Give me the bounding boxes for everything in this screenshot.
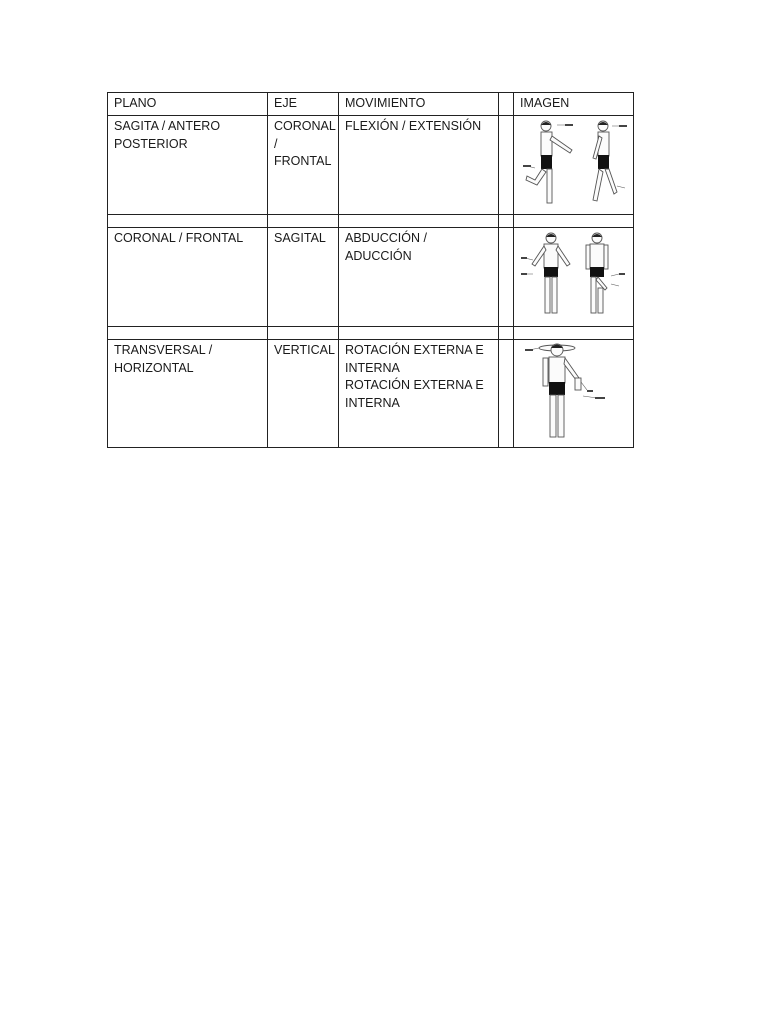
spacer-row <box>108 215 634 228</box>
table-row <box>108 116 634 215</box>
spacer-cell <box>499 327 514 340</box>
spacer-cell <box>268 215 339 228</box>
cell-movimiento: ABDUCCIÓN / ADUCCIÓN <box>339 228 499 327</box>
cell-imagen <box>514 340 634 448</box>
spacer-cell <box>499 340 514 448</box>
header-eje: EJE <box>268 93 339 116</box>
spacer-cell <box>268 327 339 340</box>
cell-eje: CORONAL / FRONTAL <box>268 116 339 215</box>
table-row <box>108 340 634 448</box>
spacer-row <box>108 327 634 340</box>
planes-of-motion-table <box>107 92 634 448</box>
header-spacer-cell <box>499 93 514 116</box>
cell-eje: SAGITAL <box>268 228 339 327</box>
coronal-abduction-adduction-figure-icon <box>517 228 631 322</box>
spacer-cell <box>108 327 268 340</box>
cell-movimiento: ROTACIÓN EXTERNA E INTERNA ROTACIÓN EXTERNA E INTERNA <box>339 340 499 448</box>
cell-imagen <box>514 116 634 215</box>
sagittal-flexion-extension-figure-icon <box>517 116 631 210</box>
transverse-rotation-figure-icon <box>517 340 631 443</box>
table-header-row <box>108 93 634 116</box>
spacer-cell <box>499 228 514 327</box>
header-movimiento: MOVIMIENTO <box>339 93 499 116</box>
spacer-cell <box>339 327 499 340</box>
cell-plano: CORONAL / FRONTAL <box>108 228 268 327</box>
spacer-cell <box>499 116 514 215</box>
spacer-cell <box>339 215 499 228</box>
cell-plano: SAGITA / ANTERO POSTERIOR <box>108 116 268 215</box>
spacer-cell <box>514 327 634 340</box>
table-row <box>108 228 634 327</box>
cell-movimiento: FLEXIÓN / EXTENSIÓN <box>339 116 499 215</box>
spacer-cell <box>514 215 634 228</box>
cell-plano: TRANSVERSAL / HORIZONTAL <box>108 340 268 448</box>
spacer-cell <box>499 215 514 228</box>
header-plano: PLANO <box>108 93 268 116</box>
spacer-cell <box>108 215 268 228</box>
header-imagen: IMAGEN <box>514 93 634 116</box>
cell-eje: VERTICAL <box>268 340 339 448</box>
cell-imagen <box>514 228 634 327</box>
